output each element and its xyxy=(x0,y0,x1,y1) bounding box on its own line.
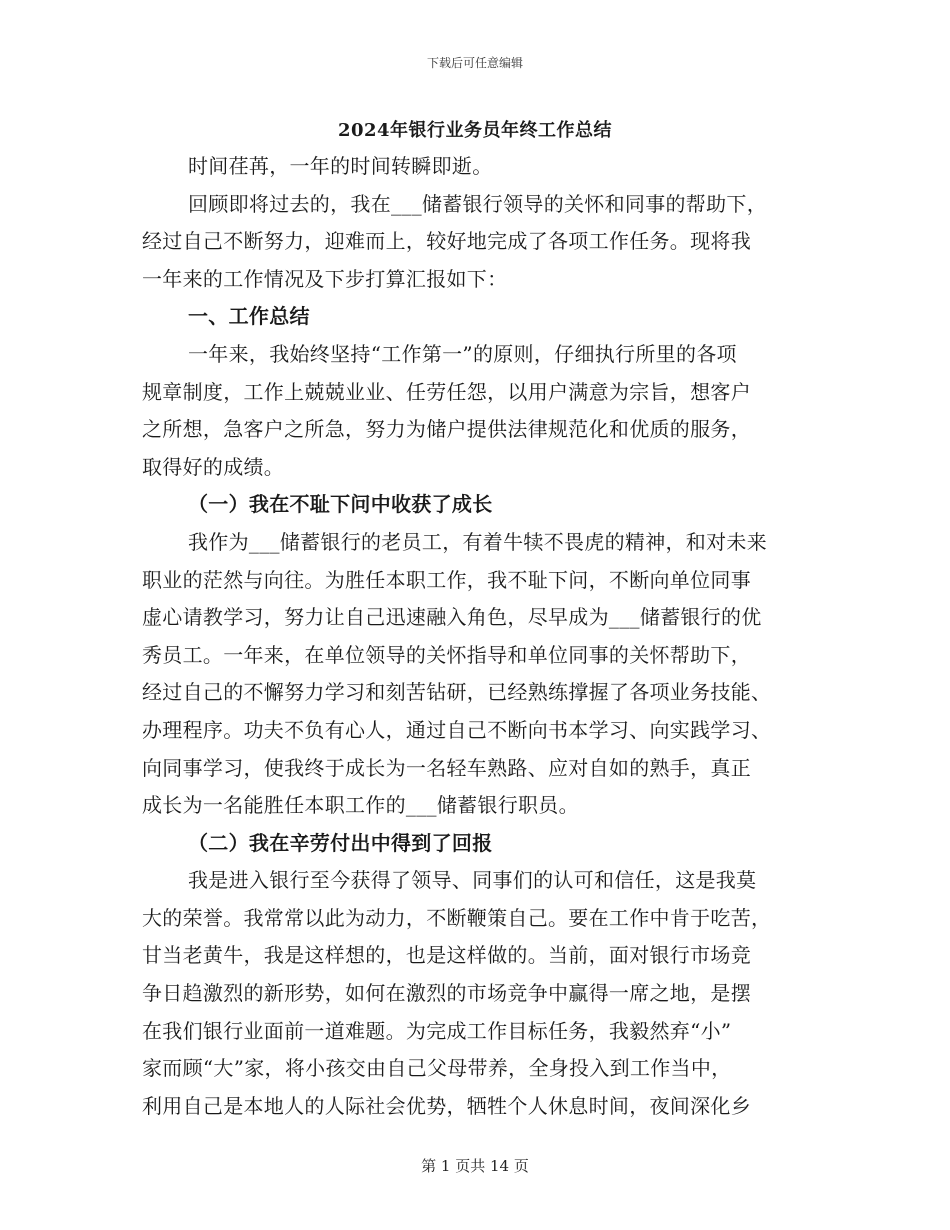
subsection-heading: （一）我在不耻下问中收获了成长 xyxy=(188,492,493,517)
body-line: 成长为一名能胜任本职工作的___储蓄银行职员。 xyxy=(142,793,579,818)
body-line: 虚心请教学习，努力让自己迅速融入角色，尽早成为___储蓄银行的优 xyxy=(142,605,762,630)
body-line: 经过自己不断努力，迎难而上，较好地完成了各项工作任务。现将我 xyxy=(142,229,751,254)
body-line: 我作为___储蓄银行的老员工，有着牛犊不畏虎的精神，和对未来 xyxy=(188,529,767,554)
body-line: 在我们银行业面前一道难题。为完成工作目标任务，我毅然弃“小” xyxy=(142,1018,732,1043)
body-line: 我是进入银行至今获得了领导、同事们的认可和信任，这是我莫 xyxy=(188,868,757,893)
body-line: 规章制度，工作上兢兢业业、任劳任怨，以用户满意为宗旨，想客户 xyxy=(142,379,751,404)
body-line: 回顾即将过去的，我在___储蓄银行领导的关怀和同事的帮助下， xyxy=(188,191,767,216)
body-line: 经过自己的不懈努力学习和刻苦钻研，已经熟练撑握了各项业务技能、 xyxy=(142,680,772,705)
body-line: 一年来的工作情况及下步打算汇报如下： xyxy=(142,266,508,291)
body-line: 大的荣誉。我常常以此为动力，不断鞭策自己。要在工作中肯于吃苦， xyxy=(142,905,772,930)
document-body xyxy=(142,148,810,1125)
body-line: 利用自己是本地人的人际社会优势，牺牲个人休息时间，夜间深化乡 xyxy=(142,1093,751,1118)
body-line: 时间荏苒，一年的时间转瞬即逝。 xyxy=(188,154,493,178)
body-line: 家而顾“大”家，将小孩交由自己父母带养，全身投入到工作当中， xyxy=(142,1056,732,1081)
body-line: 秀员工。一年来，在单位领导的关怀指导和单位同事的关怀帮助下， xyxy=(142,642,751,667)
document-title: 2024年银行业务员年终工作总结 xyxy=(337,120,613,141)
body-line: 向同事学习，使我终于成长为一名轻车熟路、应对自如的熟手，真正 xyxy=(142,755,751,780)
page-footer: 第 1 页共 14 页 xyxy=(421,1157,529,1175)
subsection-heading: （二）我在辛劳付出中得到了回报 xyxy=(188,830,493,855)
body-line: 之所想，急客户之所急，努力为储户提供法律规范化和优质的服务， xyxy=(142,417,751,442)
body-line: 争日趋激烈的新形势，如何在激烈的市场竞争中赢得一席之地，是摆 xyxy=(142,981,751,1006)
page-header: 下载后可任意编辑 xyxy=(426,56,523,70)
body-line: 办理程序。功夫不负有心人，通过自己不断向书本学习、向实践学习、 xyxy=(142,717,772,742)
body-line: 职业的茫然与向往。为胜任本职工作，我不耻下问，不断向单位同事 xyxy=(142,567,751,592)
body-line: 取得好的成绩。 xyxy=(142,454,285,479)
section-heading: 一、工作总结 xyxy=(188,304,310,329)
body-line: 甘当老黄牛，我是这样想的，也是这样做的。当前，面对银行市场竞 xyxy=(142,943,751,968)
body-line: 一年来，我始终坚持“工作第一”的原则，仔细执行所里的各项 xyxy=(188,341,737,366)
